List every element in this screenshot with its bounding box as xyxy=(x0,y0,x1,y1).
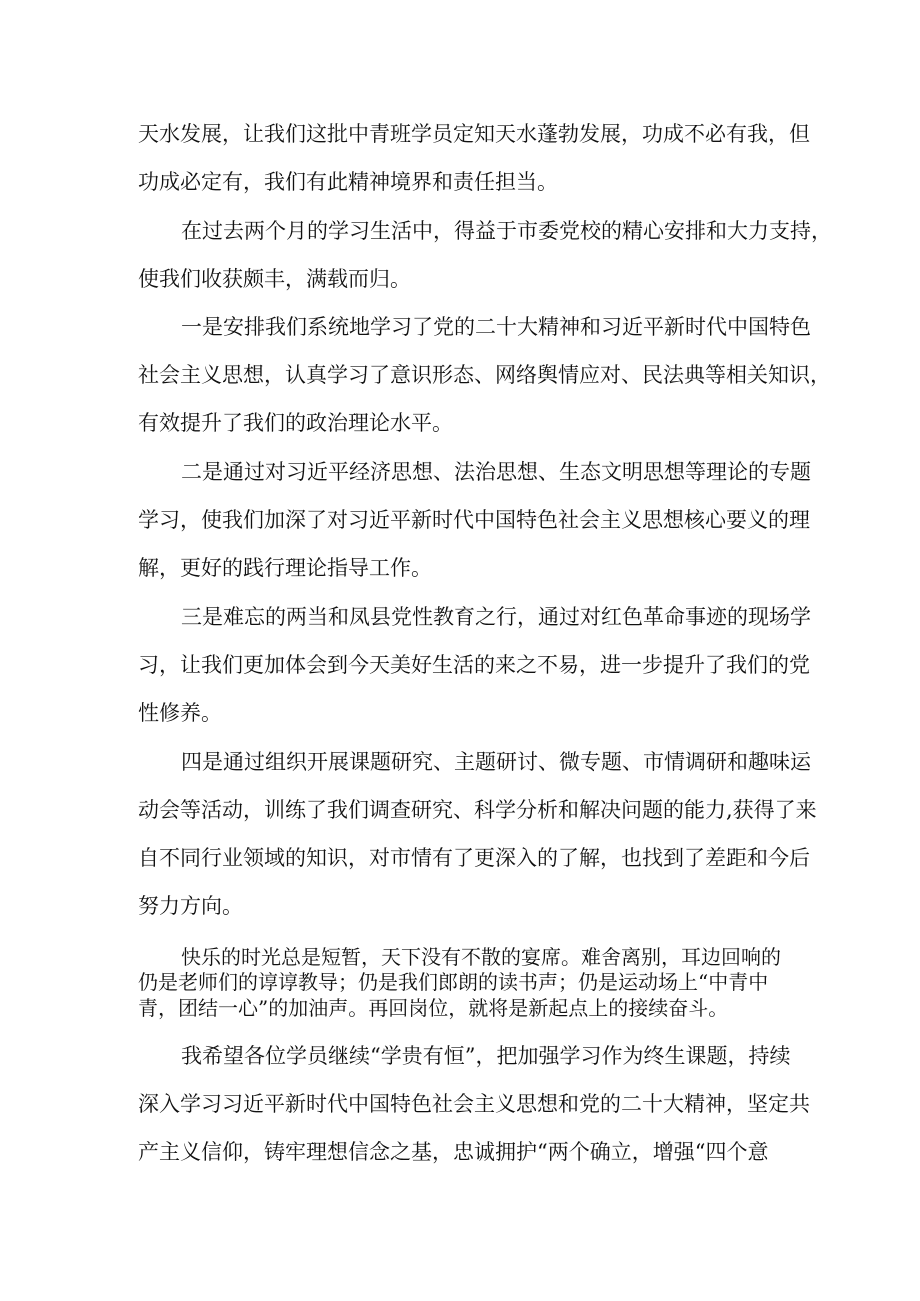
body-text-line: 深入学习习近平新时代中国特色社会主义思想和党的二十大精神，坚定共 xyxy=(138,1092,810,1116)
body-text-line: 解，更好的践行理论指导工作。 xyxy=(138,556,432,580)
body-text-line: 一是安排我们系统地学习了党的二十大精神和习近平新时代中国特色 xyxy=(181,315,811,339)
body-text-line: 二是通过对习近平经济思想、法治思想、生态文明思想等理论的专题 xyxy=(181,460,811,484)
body-text-line: 习，让我们更加体会到今天美好生活的来之不易，进一步提升了我们的党 xyxy=(138,653,810,677)
body-text-line: 三是难忘的两当和凤县党性教育之行，通过对红色革命事迹的现场学 xyxy=(181,605,811,629)
body-text-line: 性修养。 xyxy=(138,701,222,725)
body-text-line: 我希望各位学员继续“学贵有恒”，把加强学习作为终生课题，持续 xyxy=(181,1044,791,1068)
body-text-line: 学习，使我们加深了对习近平新时代中国特色社会主义思想核心要义的理 xyxy=(138,508,810,532)
body-text-line: 青，团结一心”的加油声。再回岗位，就将是新起点上的接续奋斗。 xyxy=(138,996,729,1020)
body-text-line: 努力方向。 xyxy=(138,894,243,918)
body-text-line: 功成必定有，我们有此精神境界和责任担当。 xyxy=(138,170,558,194)
body-text-line: 产主义信仰，铸牢理想信念之基，忠诚拥护“两个确立，增强“四个意 xyxy=(138,1140,769,1164)
body-text-line: 仍是老师们的谆谆教导；仍是我们郎朗的读书声；仍是运动场上“中青中 xyxy=(138,970,769,994)
body-text-line: 自不同行业领域的知识，对市情有了更深入的了解，也找到了差距和今后 xyxy=(138,846,810,870)
body-text-line: 动会等活动，训练了我们调查研究、科学分析和解决问题的能力,获得了来 xyxy=(138,798,817,822)
body-text-line: 社会主义思想，认真学习了意识形态、网络舆情应对、民法典等相关知识， xyxy=(138,363,831,387)
body-text-line: 四是通过组织开展课题研究、主题研讨、微专题、市情调研和趣味运 xyxy=(181,750,811,774)
body-text-line: 有效提升了我们的政治理论水平。 xyxy=(138,411,453,435)
body-text-line: 天水发展，让我们这批中青班学员定知天水蓬勃发展，功成不必有我，但 xyxy=(138,122,810,146)
body-text-line: 使我们收获颇丰，满载而归。 xyxy=(138,267,411,291)
body-text-line: 在过去两个月的学习生活中，得益于市委党校的精心安排和大力支持， xyxy=(181,219,832,243)
body-text-line: 快乐的时光总是短暂，天下没有不散的宴席。难舍离别，耳边回响的 xyxy=(181,945,781,969)
